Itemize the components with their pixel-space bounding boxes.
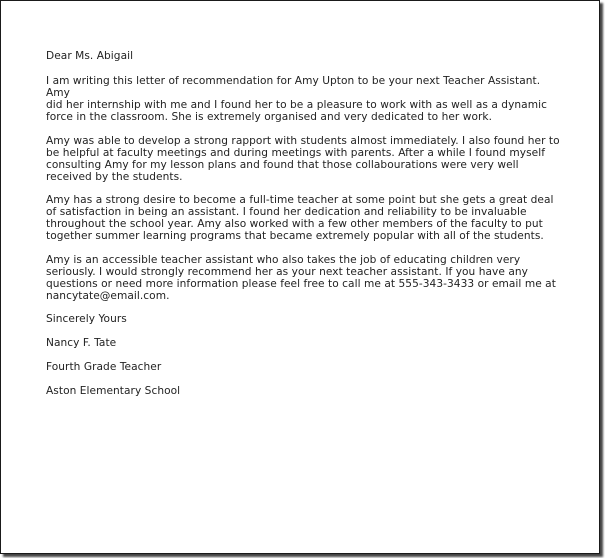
paragraph-4	[46, 254, 566, 302]
paragraph-1	[46, 75, 566, 123]
paragraph-line: Amy is an accessible teacher assistant who also takes the job of educating children very	[46, 253, 521, 266]
paragraph-line: together summer learning programs that became extremely popular with all of the students.	[46, 230, 544, 242]
paragraph-line: Amy has a strong desire to become a full-time teacher at some point but she gets a great deal	[46, 194, 554, 206]
signer-school: Aston Elementary School	[46, 385, 181, 397]
salutation: Dear Ms. Abigail	[46, 50, 134, 62]
signer-name: Nancy F. Tate	[46, 337, 117, 349]
paragraph-line: questions or need more information please feel free to call me at 555-343-3433 or email me at	[46, 277, 556, 290]
paragraph-line: did her internship with me and I found her to be a pleasure to work with as well as a dynamic	[46, 99, 547, 111]
paragraph-line: seriously. I would strongly recommend her as your next teacher assistant. If you have any	[46, 265, 528, 278]
paragraph-2	[46, 135, 566, 183]
letter-body	[46, 50, 566, 409]
signer-title: Fourth Grade Teacher	[46, 361, 162, 373]
paragraph-line: throughout the school year. Amy also worked with a few other members of the faculty to put	[46, 218, 543, 230]
paragraph-line: force in the classroom. She is extremely organised and very dedicated to her work.	[46, 111, 493, 123]
paragraph-line: I am writing this letter of recommendation for Amy Upton to be your next Teacher Assistant. Amy	[46, 75, 541, 99]
paragraph-3	[46, 194, 566, 242]
paragraph-line: received by the students.	[46, 170, 183, 183]
paragraph-line: Amy was able to develop a strong rapport with students almost immediately. I also found her to	[46, 134, 560, 147]
paragraph-line: of satisfaction in being an assistant. I found her dedication and reliability to be invaluable	[46, 206, 527, 218]
paragraph-line: nancytate@email.com.	[46, 289, 170, 302]
closing: Sincerely Yours	[46, 313, 127, 325]
paragraph-line: consulting Amy for my lesson plans and found that those collabourations were very well	[46, 158, 519, 171]
paragraph-line: be helpful at faculty meetings and during meetings with parents. After a while I found myself	[46, 146, 545, 159]
